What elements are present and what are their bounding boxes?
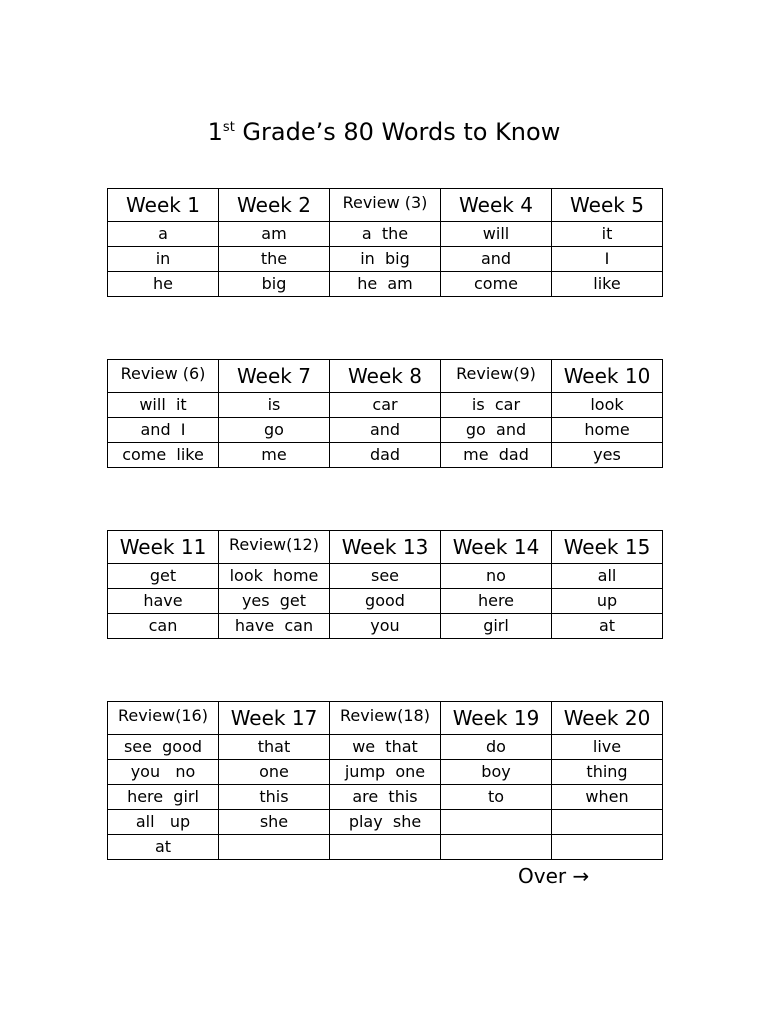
word-cell: play she — [330, 810, 441, 835]
word-cell: all — [552, 564, 663, 589]
word-cell: he am — [330, 272, 441, 297]
word-table-3 — [107, 530, 663, 639]
header-cell: Week 20 — [552, 702, 663, 735]
word-cell: is car — [441, 393, 552, 418]
word-cell: are this — [330, 785, 441, 810]
word-cell: up — [552, 589, 663, 614]
word-cell: it — [552, 222, 663, 247]
header-cell: Week 1 — [108, 189, 219, 222]
arrow-right-icon: → — [572, 864, 590, 888]
word-cell: this — [219, 785, 330, 810]
table-row — [108, 589, 663, 614]
table-row — [108, 735, 663, 760]
table-header-row — [108, 702, 663, 735]
word-cell: have — [108, 589, 219, 614]
word-cell: see good — [108, 735, 219, 760]
over-label: Over — [518, 864, 567, 888]
word-cell: look — [552, 393, 663, 418]
table-row — [108, 564, 663, 589]
word-cell: will — [441, 222, 552, 247]
word-cell: that — [219, 735, 330, 760]
table-row — [108, 443, 663, 468]
word-cell: no — [441, 564, 552, 589]
header-cell: Week 17 — [219, 702, 330, 735]
word-cell: when — [552, 785, 663, 810]
header-cell: Week 14 — [441, 531, 552, 564]
header-cell: Review (6) — [108, 360, 219, 393]
word-table-1 — [107, 188, 663, 297]
word-cell: and — [330, 418, 441, 443]
word-cell — [552, 835, 663, 860]
over-note — [518, 862, 589, 890]
word-cell: yes — [552, 443, 663, 468]
page-title — [0, 112, 768, 152]
header-cell: Week 11 — [108, 531, 219, 564]
header-cell: Review(12) — [219, 531, 330, 564]
word-cell: you no — [108, 760, 219, 785]
word-table-2 — [107, 359, 663, 468]
word-cell: get — [108, 564, 219, 589]
word-cell: am — [219, 222, 330, 247]
word-cell: come — [441, 272, 552, 297]
header-cell: Week 8 — [330, 360, 441, 393]
word-cell — [552, 810, 663, 835]
header-cell: Week 2 — [219, 189, 330, 222]
word-cell: he — [108, 272, 219, 297]
word-cell: a — [108, 222, 219, 247]
word-cell: and — [441, 247, 552, 272]
word-cell: see — [330, 564, 441, 589]
title-ordinal-number: 1 — [207, 118, 223, 146]
word-cell: here girl — [108, 785, 219, 810]
word-cell: do — [441, 735, 552, 760]
word-cell: we that — [330, 735, 441, 760]
word-cell: boy — [441, 760, 552, 785]
word-cell — [441, 835, 552, 860]
word-cell: in — [108, 247, 219, 272]
word-cell: live — [552, 735, 663, 760]
word-table-4 — [107, 701, 663, 860]
header-cell: Week 13 — [330, 531, 441, 564]
word-cell: me dad — [441, 443, 552, 468]
word-cell: is — [219, 393, 330, 418]
word-cell: I — [552, 247, 663, 272]
word-cell: go and — [441, 418, 552, 443]
word-cell: one — [219, 760, 330, 785]
word-cell: at — [108, 835, 219, 860]
word-cell: will it — [108, 393, 219, 418]
table-row — [108, 785, 663, 810]
word-cell: like — [552, 272, 663, 297]
header-cell: Week 7 — [219, 360, 330, 393]
table-row — [108, 247, 663, 272]
word-cell: she — [219, 810, 330, 835]
table-row — [108, 393, 663, 418]
word-cell: dad — [330, 443, 441, 468]
table-row — [108, 760, 663, 785]
table-row — [108, 614, 663, 639]
table-row — [108, 222, 663, 247]
word-cell: have can — [219, 614, 330, 639]
word-cell — [330, 835, 441, 860]
word-cell: big — [219, 272, 330, 297]
word-cell: and I — [108, 418, 219, 443]
table-row — [108, 810, 663, 835]
word-cell: thing — [552, 760, 663, 785]
word-cell: look home — [219, 564, 330, 589]
header-cell: Week 10 — [552, 360, 663, 393]
word-cell: a the — [330, 222, 441, 247]
table-row — [108, 272, 663, 297]
word-cell: at — [552, 614, 663, 639]
header-cell: Review(18) — [330, 702, 441, 735]
word-cell — [219, 835, 330, 860]
header-cell: Week 19 — [441, 702, 552, 735]
word-cell: you — [330, 614, 441, 639]
header-cell: Week 4 — [441, 189, 552, 222]
word-cell — [441, 810, 552, 835]
table-header-row — [108, 360, 663, 393]
word-cell: in big — [330, 247, 441, 272]
word-cell: go — [219, 418, 330, 443]
title-ordinal-suffix: st — [222, 120, 235, 135]
table-header-row — [108, 531, 663, 564]
header-cell: Week 15 — [552, 531, 663, 564]
table-row — [108, 835, 663, 860]
word-cell: come like — [108, 443, 219, 468]
word-cell: to — [441, 785, 552, 810]
table-header-row — [108, 189, 663, 222]
word-cell: me — [219, 443, 330, 468]
table-row — [108, 418, 663, 443]
title-text: Grade’s 80 Words to Know — [234, 118, 561, 146]
word-cell: yes get — [219, 589, 330, 614]
header-cell: Review (3) — [330, 189, 441, 222]
word-cell: good — [330, 589, 441, 614]
word-cell: all up — [108, 810, 219, 835]
header-cell: Week 5 — [552, 189, 663, 222]
word-cell: here — [441, 589, 552, 614]
header-cell: Review(16) — [108, 702, 219, 735]
word-cell: the — [219, 247, 330, 272]
word-cell: home — [552, 418, 663, 443]
word-cell: girl — [441, 614, 552, 639]
header-cell: Review(9) — [441, 360, 552, 393]
word-cell: car — [330, 393, 441, 418]
word-cell: jump one — [330, 760, 441, 785]
word-cell: can — [108, 614, 219, 639]
